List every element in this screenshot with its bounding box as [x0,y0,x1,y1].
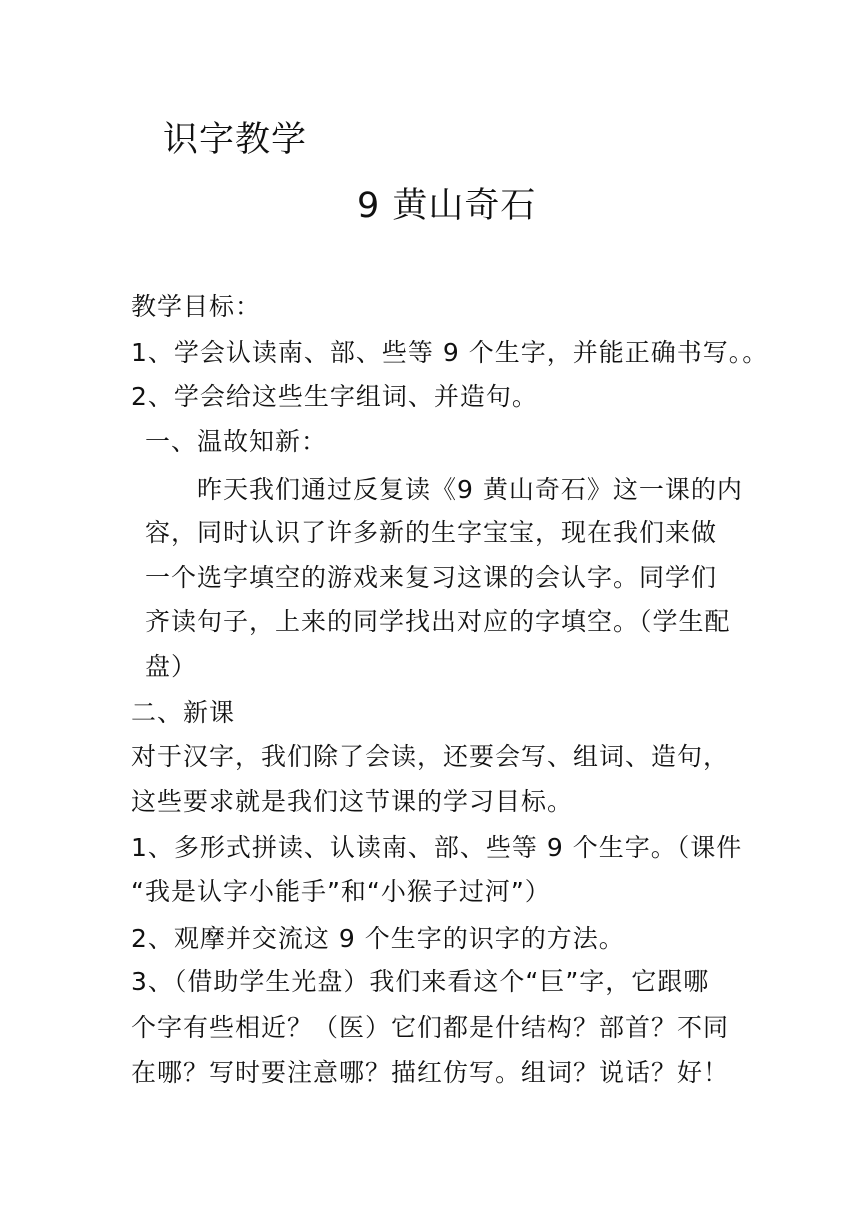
paragraph-line: 容，同时认识了许多新的生字宝宝，现在我们来做 [145,518,718,547]
section-heading-review: 一、温故知新： [145,427,328,456]
document-heading: 识字教学 [163,120,308,160]
paragraph-line: 这些要求就是我们这节课的学习目标。 [131,787,574,816]
step-line: 1、多形式拼读、认读南、部、些等 9 个生字。（课件 [131,833,743,862]
step-line: “我是认字小能手”和“小猴子过河”） [131,877,551,906]
paragraph-line: 对于汉字，我们除了会读，还要会写、组词、造句， [131,742,730,771]
step-line: 2、观摩并交流这 9 个生字的识字的方法。 [131,924,625,953]
step-line: 3、（借助学生光盘）我们来看这个“巨”字，它跟哪 [131,967,710,996]
lesson-title: 9 黄山奇石 [357,186,537,226]
paragraph-line: 齐读句子，上来的同学找出对应的字填空。（学生配 [145,607,731,636]
step-line: 在哪？写时要注意哪？描红仿写。组词？说话？好！ [131,1058,730,1087]
paragraph-line: 一个选字填空的游戏来复习这课的会认字。同学们 [145,563,718,592]
paragraph-line: 盘） [145,652,198,681]
objectives-label: 教学目标： [131,292,262,321]
objective-line: 1、学会认读南、部、些等 9 个生字，并能正确书写。。 [131,338,769,367]
paragraph-line: 昨天我们通过反复读《9 黄山奇石》这一课的内 [197,475,743,504]
section-heading-new-lesson: 二、新课 [131,698,236,727]
step-line: 个字有些相近？（医）它们都是什结构？部首？不同 [131,1013,730,1042]
objective-line: 2、学会给这些生字组词、并造句。 [131,382,538,411]
